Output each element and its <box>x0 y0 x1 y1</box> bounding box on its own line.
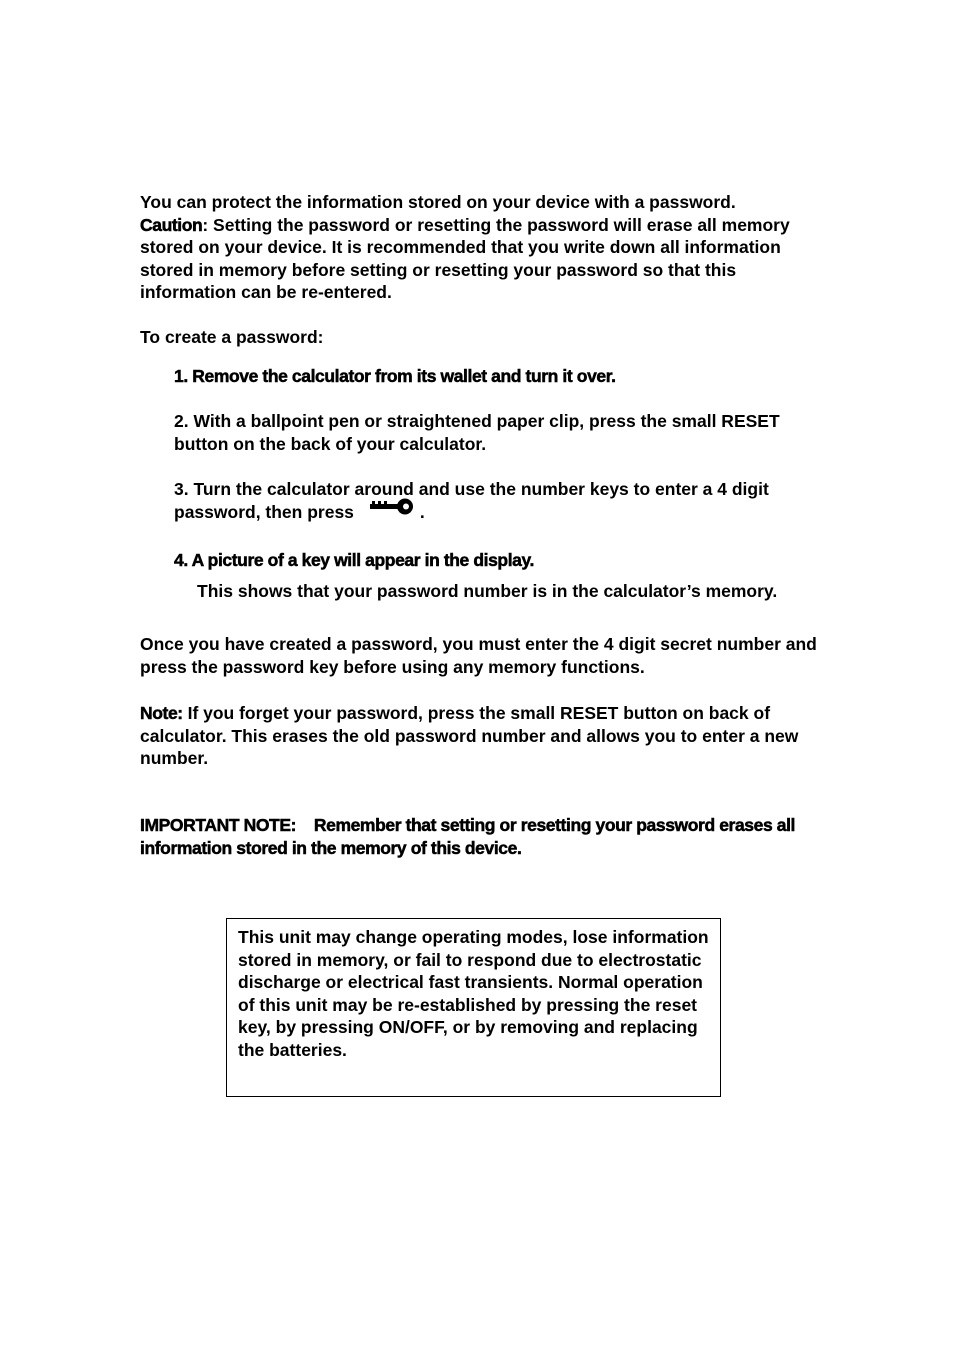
caution-label: Caution <box>140 214 203 235</box>
create-heading: To create a password: <box>140 327 324 347</box>
key-icon <box>370 498 416 522</box>
caution-text: : Setting the password or resetting the password will erase all memory stored on your device. It is recommended that you write down all information stored in memory before setting or resetting your password so that this information can be re-entered. <box>140 214 790 302</box>
after-create-paragraph: Once you have created a password, you must enter the 4 digit secret number and press the password key before using any memory functions. <box>140 634 817 677</box>
step-3-text: 3. Turn the calculator around and use the number keys to enter a 4 digit password, then press <box>174 479 769 522</box>
note-text: If you forget your password, press the small RESET button on back of calculator. This erases the old password number and allows you to enter a new number. <box>140 703 799 768</box>
note-paragraph <box>140 702 820 770</box>
intro-paragraph <box>140 191 820 304</box>
intro-line: You can protect the information stored on your device with a password. <box>140 192 736 212</box>
step-4-detail: This shows that your password number is in the calculator’s memory. <box>197 581 778 601</box>
step-3 <box>174 478 814 525</box>
important-note: IMPORTANT NOTE: Remember that setting or resetting your password erases all information stored in the memory of this device. <box>140 815 800 858</box>
esd-notice-box <box>226 918 721 1097</box>
note-label: Note: <box>140 703 183 723</box>
step-2: 2. With a ballpoint pen or straightened paper clip, press the small RESET button on the back of your calculator. <box>174 411 780 454</box>
step-3-period: . <box>419 502 425 522</box>
esd-notice-text: This unit may change operating modes, lose information stored in memory, or fail to respond due to electrostatic discharge or electrical fast transients. Normal operation of this unit may be re-established by pressing the reset key, by pressing ON/OFF, or by removing and replacing the batteries. <box>238 927 709 1060</box>
step-1: 1. Remove the calculator from its wallet and turn it over. <box>174 366 616 386</box>
step-4: 4. A picture of a key will appear in the display. <box>174 550 534 570</box>
